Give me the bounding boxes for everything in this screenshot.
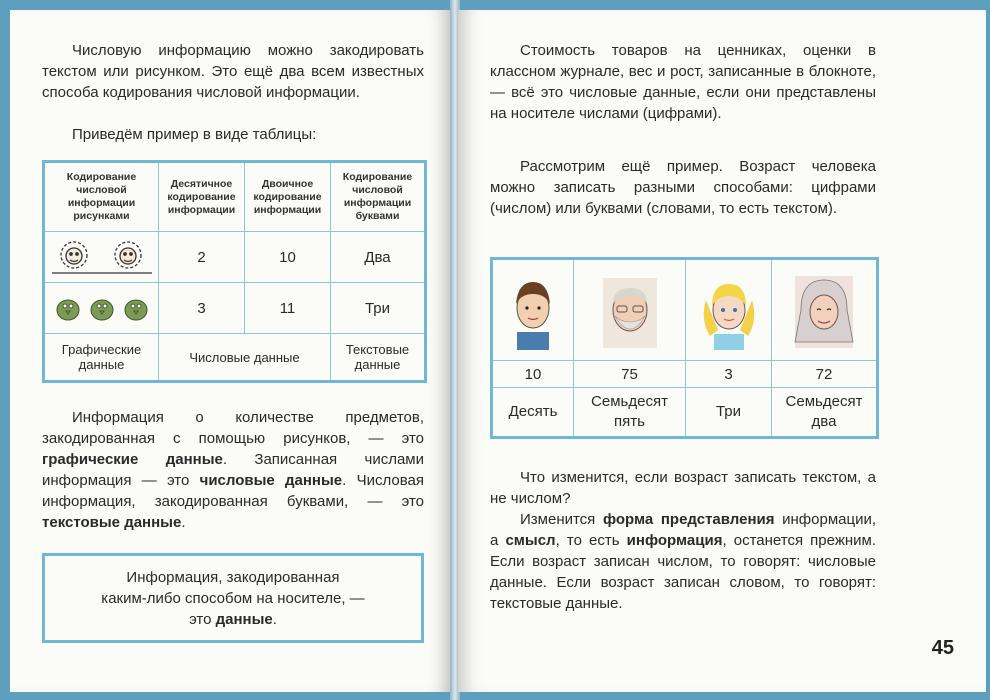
text-data-label: Текстовые данные [331, 334, 426, 382]
age-number-cell: 10 [492, 361, 574, 388]
bird-picture-icon [50, 290, 154, 326]
encoding-table [42, 160, 427, 383]
binary-cell: 10 [245, 232, 331, 283]
header-binary: Двоичное кодирование информации [245, 162, 331, 232]
lion-picture-icon [50, 237, 154, 277]
right-page [458, 10, 986, 692]
letters-cell: Три [331, 283, 426, 334]
graphic-data-label: Графические данные [44, 334, 159, 382]
question-paragraph: Что изменится, если возраст записать текстом, а не числом? [490, 469, 876, 507]
left-page [10, 10, 452, 692]
age-table [490, 257, 879, 439]
girl-portrait-cell [686, 259, 772, 361]
lion-pictures-cell [44, 232, 159, 283]
age-number-cell: 75 [574, 361, 686, 388]
old-woman-portrait-cell [772, 259, 878, 361]
page-number: 45 [931, 637, 954, 659]
decimal-cell: 3 [159, 283, 245, 334]
header-letters: Кодирование числовой информации буквами [331, 162, 426, 232]
age-word-cell: Десять [492, 388, 574, 438]
letters-cell: Два [331, 232, 426, 283]
right-para-2: Рассмотрим ещё пример. Возраст человека можно записать разными способами: цифрами (числом) или буквами (словами, то есть текстом). [490, 158, 876, 217]
left-para-1: Числовую информацию можно закодировать текстом или рисунком. Это ещё два всем известных способа кодирования числовой информации. [42, 42, 424, 101]
table-footer-row [44, 334, 426, 382]
age-words-row [492, 388, 878, 438]
header-decimal: Десятичное кодирование информации [159, 162, 245, 232]
answer-paragraph: Изменится форма представления информации, а смысл, то есть информация, останется прежним. Если возраст записан числом, то говорят: числовые данные. Если возраст записан словом, то говорят: текстовые данные. [490, 511, 877, 612]
table-row [44, 232, 426, 283]
left-para-2: Приведём пример в виде таблицы: [72, 126, 317, 143]
ages-row [492, 361, 878, 388]
portraits-row [492, 259, 878, 361]
old-man-portrait-cell [574, 259, 686, 361]
binary-cell: 11 [245, 283, 331, 334]
age-word-cell: Семьдесят два [772, 388, 878, 438]
header-pictures: Кодирование числовой информации рисунками [44, 162, 159, 232]
right-para-1: Стоимость товаров на ценниках, оценки в классном журнале, вес и рост, записанные в блокноте, — всё это числовые данные, если они представлены на носителе числами (цифрами). [490, 42, 876, 122]
girl-portrait-icon [696, 270, 762, 350]
boy-portrait-cell [492, 259, 574, 361]
left-para-3: Информация о количестве предметов, закодированная с помощью рисунков, — это графические данные. Записанная числами информация — это числовые данные. Числовая информация, закодированная буквами, — это текстовые данные. [42, 409, 424, 531]
age-number-cell: 72 [772, 361, 878, 388]
old-woman-portrait-icon [789, 270, 859, 350]
table-row [44, 283, 426, 334]
numeric-data-label: Числовые данные [159, 334, 331, 382]
boy-portrait-icon [503, 270, 563, 350]
old-man-portrait-icon [595, 270, 665, 350]
age-number-cell: 3 [686, 361, 772, 388]
definition-box: Информация, закодированная каким-либо способом на носителе, — это данные. [42, 553, 424, 643]
bird-pictures-cell [44, 283, 159, 334]
table-header-row [44, 162, 426, 232]
decimal-cell: 2 [159, 232, 245, 283]
age-word-cell: Три [686, 388, 772, 438]
age-word-cell: Семьдесят пять [574, 388, 686, 438]
